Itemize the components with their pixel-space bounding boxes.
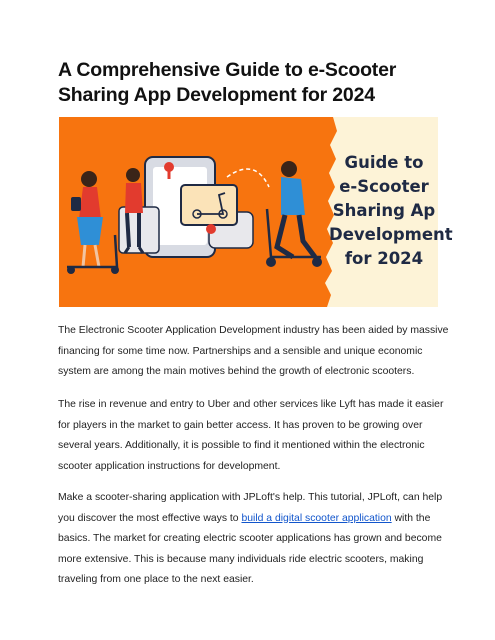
paragraph-3-text-after: with the basics. The market for creating electric scooter applications has grown and become more extensive. This is because many individuals ride electric scooters, making traveling from one place to the next easier. (58, 512, 442, 585)
hero-headline (329, 151, 453, 271)
hero-headline-line: Development (329, 225, 453, 244)
paragraph-3-text-before: Make a scooter-sharing application with JPLoft's help. This tutorial, JPLoft, can help you discover the most effective ways to (58, 492, 443, 524)
hero-headline-line: e-Scooter (339, 177, 429, 196)
hero-image (59, 117, 453, 307)
hero-headline-line: Guide to (344, 153, 424, 172)
paragraph-1: The Electronic Scooter Application Development industry has been aided by massive financing for some time now. Partnerships and a sensible and unique economic system are among the main motives behind the growth of electronic scooters. (58, 325, 449, 377)
hero-headline-line: Sharing Ap (332, 201, 436, 220)
document-title: A Comprehensive Guide to e-Scooter Sharing App Development for 2024 (58, 59, 397, 106)
scooter-app-link[interactable]: build a digital scooter application (241, 512, 392, 524)
hero-headline-line: for 2024 (344, 249, 424, 268)
paragraph-3 (58, 488, 450, 591)
paragraph-2: The rise in revenue and entry to Uber and other services like Lyft has made it easier for players in the market to gain better access. It has proven to be growing over several years. Additionally, it is possible to find it mentioned within the electronic scooter application instructions for development. (58, 399, 444, 472)
